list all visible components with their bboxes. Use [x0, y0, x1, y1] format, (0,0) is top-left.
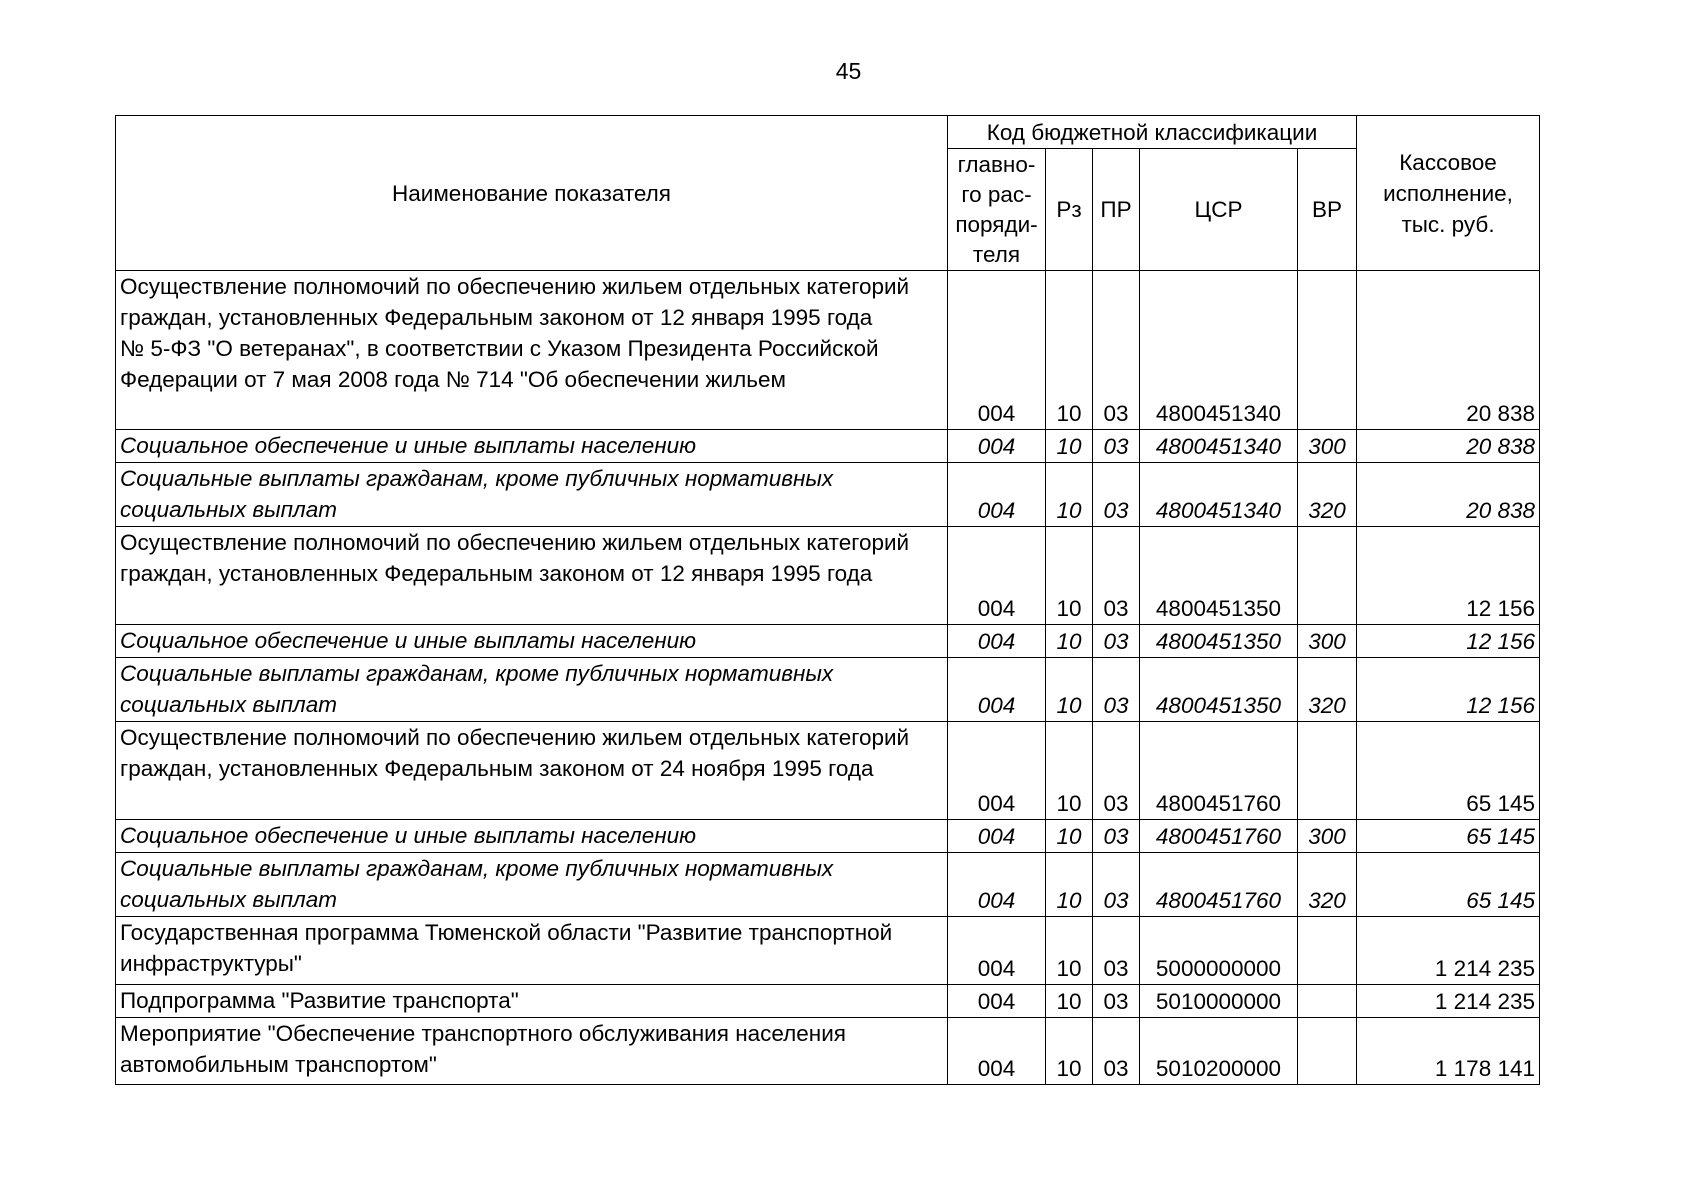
row-chief-manager-code: 004 — [948, 1018, 1046, 1085]
row-rz: 10 — [1046, 527, 1093, 625]
row-pr: 03 — [1093, 430, 1140, 463]
row-amount: 65 145 — [1357, 853, 1540, 917]
row-amount: 65 145 — [1357, 820, 1540, 853]
row-name: Социальные выплаты гражданам, кроме публичных нормативных социальных выплат — [116, 658, 948, 722]
row-pr: 03 — [1093, 658, 1140, 722]
page-number: 45 — [835, 58, 862, 84]
header-chief-manager: главно-го рас-поряди-теля — [948, 149, 1046, 271]
row-amount: 65 145 — [1357, 722, 1540, 820]
row-name: Социальное обеспечение и иные выплаты населению — [116, 820, 948, 853]
table-row — [116, 1018, 1540, 1085]
row-csr: 4800451340 — [1140, 271, 1298, 430]
row-pr: 03 — [1093, 271, 1140, 430]
row-amount: 20 838 — [1357, 463, 1540, 527]
budget-execution-table — [115, 115, 1540, 1085]
row-amount: 12 156 — [1357, 527, 1540, 625]
row-chief-manager-code: 004 — [948, 820, 1046, 853]
row-vr — [1298, 722, 1357, 820]
row-vr: 300 — [1298, 820, 1357, 853]
row-chief-manager-code: 004 — [948, 463, 1046, 527]
row-csr: 5010000000 — [1140, 985, 1298, 1018]
row-name: Социальное обеспечение и иные выплаты населению — [116, 430, 948, 463]
row-name: Осуществление полномочий по обеспечению жильем отдельных категорий граждан, установленных Федеральным законом от 12 января 1995 года № 5-ФЗ "О ветеранах", в соответствии с Указом Президента Российской Федерации от 7 мая 2008 года № 714 "Об обеспечении жильем — [116, 271, 948, 430]
row-vr: 320 — [1298, 853, 1357, 917]
row-name: Социальные выплаты гражданам, кроме публичных нормативных социальных выплат — [116, 853, 948, 917]
row-vr: 320 — [1298, 463, 1357, 527]
row-amount: 12 156 — [1357, 658, 1540, 722]
row-name: Мероприятие "Обеспечение транспортного обслуживания населения автомобильным транспортом" — [116, 1018, 948, 1085]
row-name: Осуществление полномочий по обеспечению жильем отдельных категорий граждан, установленных Федеральным законом от 24 ноября 1995 года — [116, 722, 948, 820]
row-pr: 03 — [1093, 722, 1140, 820]
table-row — [116, 985, 1540, 1018]
header-rz: Рз — [1046, 149, 1093, 271]
row-amount: 1 214 235 — [1357, 917, 1540, 985]
header-amount: Кассовое исполнение, тыс. руб. — [1357, 116, 1540, 271]
row-vr — [1298, 985, 1357, 1018]
row-rz: 10 — [1046, 658, 1093, 722]
row-vr — [1298, 917, 1357, 985]
row-name: Государственная программа Тюменской области "Развитие транспортной инфраструктуры" — [116, 917, 948, 985]
row-pr: 03 — [1093, 463, 1140, 527]
table-row — [116, 271, 1540, 430]
row-name: Социальные выплаты гражданам, кроме публичных нормативных социальных выплат — [116, 463, 948, 527]
row-amount: 20 838 — [1357, 430, 1540, 463]
row-name: Подпрограмма "Развитие транспорта" — [116, 985, 948, 1018]
row-vr: 300 — [1298, 430, 1357, 463]
row-csr: 4800451340 — [1140, 430, 1298, 463]
row-csr: 4800451760 — [1140, 820, 1298, 853]
row-pr: 03 — [1093, 853, 1140, 917]
header-vr: ВР — [1298, 149, 1357, 271]
row-rz: 10 — [1046, 722, 1093, 820]
row-rz: 10 — [1046, 820, 1093, 853]
table-row — [116, 527, 1540, 625]
row-pr: 03 — [1093, 985, 1140, 1018]
row-rz: 10 — [1046, 917, 1093, 985]
table-row — [116, 820, 1540, 853]
row-csr: 4800451350 — [1140, 658, 1298, 722]
row-csr: 5010200000 — [1140, 1018, 1298, 1085]
row-vr — [1298, 1018, 1357, 1085]
row-rz: 10 — [1046, 271, 1093, 430]
row-csr: 4800451760 — [1140, 722, 1298, 820]
row-vr: 300 — [1298, 625, 1357, 658]
row-rz: 10 — [1046, 625, 1093, 658]
row-pr: 03 — [1093, 917, 1140, 985]
row-chief-manager-code: 004 — [948, 430, 1046, 463]
row-csr: 4800451350 — [1140, 527, 1298, 625]
table-row — [116, 722, 1540, 820]
row-pr: 03 — [1093, 1018, 1140, 1085]
row-amount: 1 214 235 — [1357, 985, 1540, 1018]
row-chief-manager-code: 004 — [948, 985, 1046, 1018]
row-rz: 10 — [1046, 1018, 1093, 1085]
row-chief-manager-code: 004 — [948, 917, 1046, 985]
row-chief-manager-code: 004 — [948, 271, 1046, 430]
row-csr: 4800451760 — [1140, 853, 1298, 917]
row-csr: 5000000000 — [1140, 917, 1298, 985]
row-rz: 10 — [1046, 985, 1093, 1018]
header-code-group: Код бюджетной классификации — [948, 116, 1357, 149]
row-chief-manager-code: 004 — [948, 527, 1046, 625]
row-amount: 12 156 — [1357, 625, 1540, 658]
header-name: Наименование показателя — [116, 116, 948, 271]
table-row — [116, 917, 1540, 985]
header-pr: ПР — [1093, 149, 1140, 271]
row-name: Осуществление полномочий по обеспечению жильем отдельных категорий граждан, установленных Федеральным законом от 12 января 1995 года — [116, 527, 948, 625]
row-csr: 4800451340 — [1140, 463, 1298, 527]
row-pr: 03 — [1093, 527, 1140, 625]
table-row — [116, 625, 1540, 658]
row-chief-manager-code: 004 — [948, 722, 1046, 820]
table-row — [116, 463, 1540, 527]
row-rz: 10 — [1046, 463, 1093, 527]
header-csr: ЦСР — [1140, 149, 1298, 271]
row-vr: 320 — [1298, 658, 1357, 722]
row-pr: 03 — [1093, 820, 1140, 853]
row-name: Социальное обеспечение и иные выплаты населению — [116, 625, 948, 658]
row-chief-manager-code: 004 — [948, 658, 1046, 722]
row-chief-manager-code: 004 — [948, 853, 1046, 917]
table-row — [116, 853, 1540, 917]
row-rz: 10 — [1046, 430, 1093, 463]
row-csr: 4800451350 — [1140, 625, 1298, 658]
row-amount: 20 838 — [1357, 271, 1540, 430]
row-vr — [1298, 271, 1357, 430]
row-amount: 1 178 141 — [1357, 1018, 1540, 1085]
row-rz: 10 — [1046, 853, 1093, 917]
row-vr — [1298, 527, 1357, 625]
table-row — [116, 658, 1540, 722]
row-pr: 03 — [1093, 625, 1140, 658]
table-row — [116, 430, 1540, 463]
row-chief-manager-code: 004 — [948, 625, 1046, 658]
